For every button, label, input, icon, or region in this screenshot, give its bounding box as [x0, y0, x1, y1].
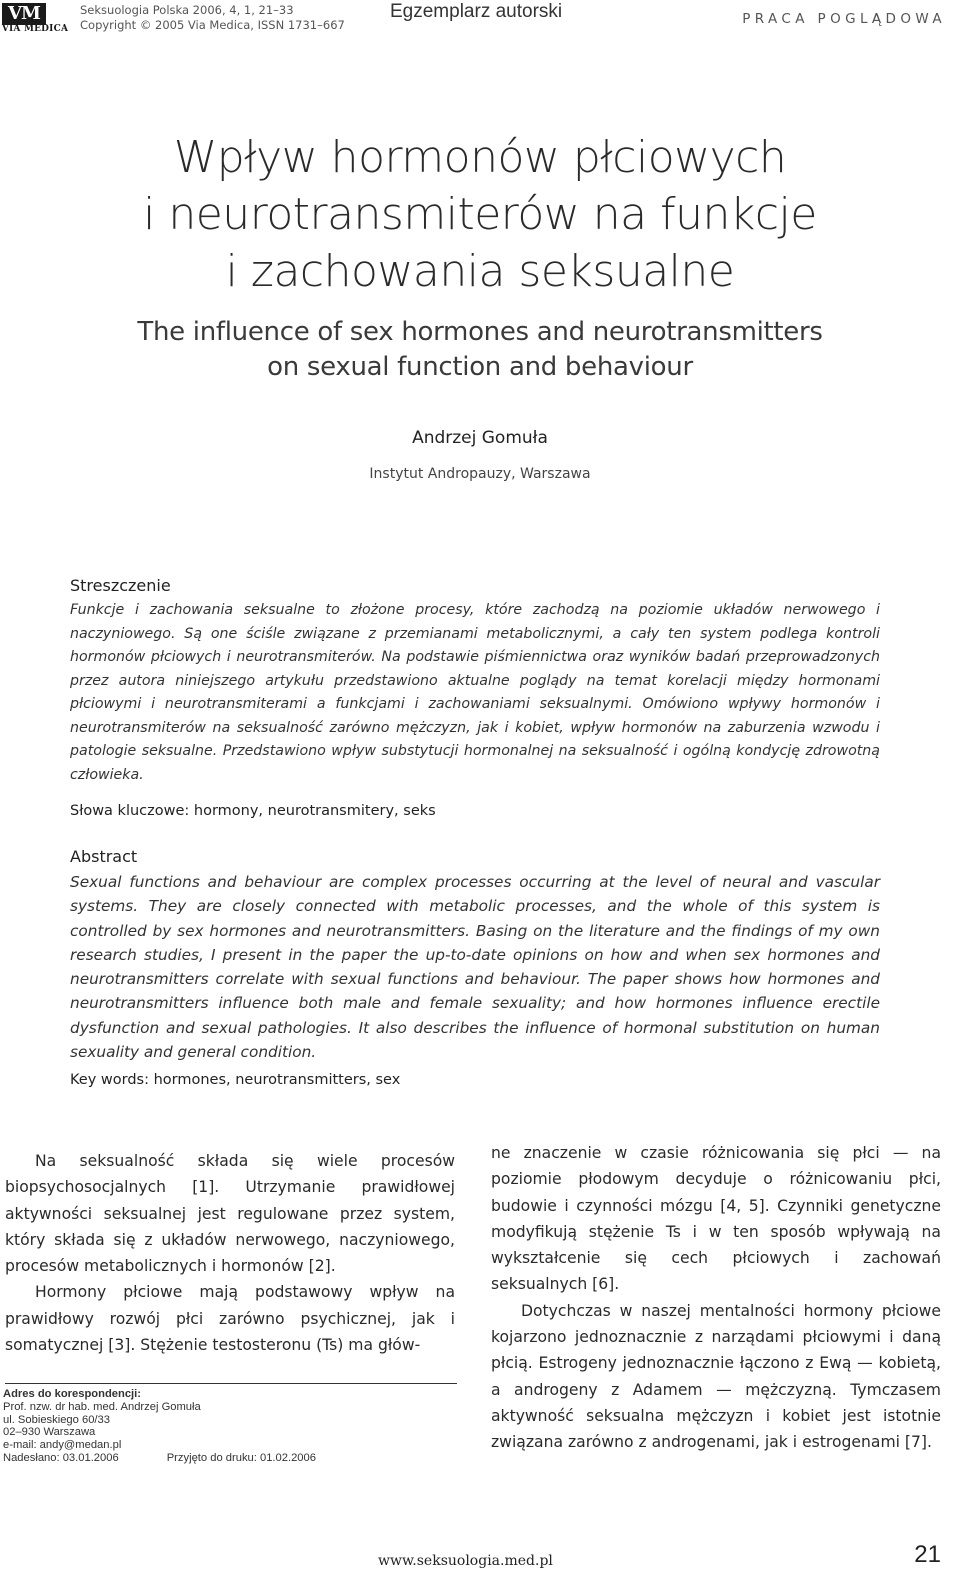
correspondence-line: Prof. nzw. dr hab. med. Andrzej Gomuła	[3, 1400, 201, 1413]
abstract-heading: Abstract	[70, 847, 138, 866]
body-paragraph: Dotychczas w naszej mentalności hormony płciowe kojarzono jednoznacznie z narządami płciowymi i daną płcią. Estrogeny jednoznacznie łączono z Ewą — kobietą, a androgeny z Adamem — mężczyzną. Tymczasem aktywność seksualna mężczyzn i kobiet jest istotnie związana zarówno z androgenami, jak i estrogenami [7].	[491, 1301, 941, 1452]
journal-url-link[interactable]: www.seksuologia.med.pl	[378, 1553, 553, 1569]
title-english	[0, 315, 960, 385]
title-polish-line: i neurotransmiterów na funkcje	[143, 189, 817, 240]
received-date: Nadesłano: 03.01.2006	[3, 1451, 119, 1464]
author-name: Andrzej Gomuła	[412, 428, 548, 448]
correspondence-divider	[5, 1383, 457, 1384]
via-medica-logo-mark: VM	[2, 3, 46, 25]
correspondence-dates	[3, 1452, 463, 1465]
correspondence-email[interactable]: e-mail: andy@medan.pl	[3, 1439, 122, 1452]
correspondence-line: ul. Sobieskiego 60/33	[3, 1413, 110, 1426]
author-affiliation: Instytut Andropauzy, Warszawa	[369, 466, 591, 482]
article-type: PRACA POGLĄDOWA	[742, 11, 946, 27]
streszczenie-heading: Streszczenie	[70, 576, 171, 595]
accepted-date: Przyjęto do druku: 01.02.2006	[166, 1451, 316, 1464]
copyright-line: Copyright © 2005 Via Medica, ISSN 1731–667	[80, 18, 345, 32]
body-column-left	[5, 1148, 455, 1358]
author-copy-label: Egzemplarz autorski	[390, 1, 563, 22]
streszczenie-keywords: Słowa kluczowe: hormony, neurotransmitery, seks	[70, 803, 436, 819]
title-polish	[0, 129, 960, 300]
title-polish-line: i zachowania seksualne	[225, 246, 735, 297]
title-english-line: on sexual function and behaviour	[267, 352, 693, 382]
abstract-keywords: Key words: hormones, neurotransmitters, sex	[70, 1072, 401, 1088]
correspondence-box	[3, 1388, 463, 1465]
streszczenie-text: Funkcje i zachowania seksualne to złożone procesy, które zachodzą na poziomie układów nerwowego i naczyniowego. Są one ściśle związane z przemianami metabolicznymi, a cały ten system podlega kontroli hormonów płciowych i neurotransmiterów. Na podstawie piśmiennictwa oraz wyników badań przeprowadzonych przez autora niniejszego artykułu przedstawiono aktualne poglądy na temat korelacji między hormonami płciowymi i neurotransmiterami a funkcjami i zachowaniami seksualnymi. Omówiono wpływy hormonów i neurotransmiterów na seksualność zarówno mężczyzn, jak i kobiet, wpływ hormonów na zaburzenia wzwodu i patologie seksualne. Przedstawiono wpływ substytucji hormonalnej na seksualność i ogólną kondycję zdrowotną człowieka.	[70, 602, 880, 783]
body-column-right	[491, 1140, 941, 1456]
via-medica-logo-text: VIA MEDICA	[1, 24, 69, 34]
correspondence-line: 02–930 Warszawa	[3, 1426, 96, 1439]
title-english-line: The influence of sex hormones and neurotransmitters	[137, 317, 823, 347]
page-number: 21	[914, 1541, 941, 1568]
body-paragraph: Na seksualność składa się wiele procesów biopsychosocjalnych [1]. Utrzymanie prawidłowej aktywności seksualnej jest regulowane przez system, który składa się z układów nerwowego, naczyniowego, procesów metabolicznych i hormonów [2].	[5, 1152, 455, 1276]
correspondence-heading: Adres do korespondencji:	[3, 1388, 142, 1400]
abstract-text: Sexual functions and behaviour are complex processes occurring at the level of neural and vascular systems. They are closely connected with metabolic processes, and the whole of this system is controlled by sex hormones and neurotransmitters. Basing on the literature and the findings of my own research studies, I present in the paper the up-to-date opinions on how and when sex hormones and neurotransmitters correlate with sexual functions and behaviour. The paper shows how hormones and neurotransmitters influence both male and female sexuality; and how hormones influence erectile dysfunction and sexual pathologies. It also describes the influence of hormonal substitution on human sexuality and general condition.	[70, 873, 880, 1062]
body-paragraph: Hormony płciowe mają podstawowy wpływ na prawidłowy rozwój płci zarówno psychicznej, jak i somatycznej [3]. Stężenie testosteronu (Ts) ma głów-	[5, 1283, 455, 1355]
body-paragraph: ne znaczenie w czasie różnicowania się płci — na poziomie płodowym decyduje o różnicowaniu płci, budowie i czynności mózgu [4, 5]. Czynniki genetyczne modyfikują stężenie Ts i w ten sposób wpływają na wykształcenie się cech płciowych i zachowań seksualnych [6].	[491, 1144, 941, 1294]
journal-citation: Seksuologia Polska 2006, 4, 1, 21–33	[80, 3, 294, 17]
title-polish-line: Wpływ hormonów płciowych	[173, 132, 787, 183]
